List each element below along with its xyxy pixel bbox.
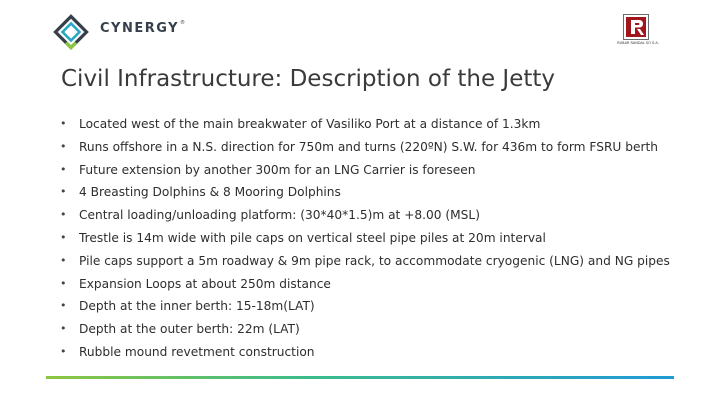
partner-caption: RUBAR RANDAL SO S.A.: [617, 41, 659, 45]
bullet-item: • 4 Breasting Dolphins & 8 Mooring Dolphins: [60, 181, 716, 204]
bullet-item: • Located west of the main breakwater of Vasiliko Port at a distance of 1.3km: [60, 113, 716, 136]
cynergy-logo-icon: [51, 12, 91, 52]
registered-mark: ®: [180, 20, 186, 26]
stylized-r-emblem-icon: [623, 14, 649, 40]
page-title: Civil Infrastructure: Description of the Jetty: [61, 66, 556, 92]
bullet-item: • Depth at the inner berth: 15-18m(LAT): [60, 295, 716, 318]
bullet-item: • Rubble mound revetment construction: [60, 341, 716, 364]
bullet-item: • Runs offshore in a N.S. direction for 750m and turns (220ºN) S.W. for 436m to form FSRU berth: [60, 136, 716, 159]
bullet-item: • Central loading/unloading platform: (30*40*1.5)m at +8.00 (MSL): [60, 204, 716, 227]
wordmark-text: CYNERGY: [100, 21, 180, 36]
footer-gradient-bar: [46, 376, 674, 379]
bullet-item: • Expansion Loops at about 250m distance: [60, 273, 716, 296]
bullet-item: • Future extension by another 300m for an LNG Carrier is foreseen: [60, 159, 716, 182]
bullet-item: • Trestle is 14m wide with pile caps on vertical steel pipe piles at 20m interval: [60, 227, 716, 250]
bullet-item: • Pile caps support a 5m roadway & 9m pipe rack, to accommodate cryogenic (LNG) and NG pipes: [60, 250, 716, 273]
bullet-list: [60, 113, 716, 364]
partner-logo: [612, 14, 664, 48]
cynergy-wordmark: [100, 21, 184, 36]
bullet-item: • Depth at the outer berth: 22m (LAT): [60, 318, 716, 341]
